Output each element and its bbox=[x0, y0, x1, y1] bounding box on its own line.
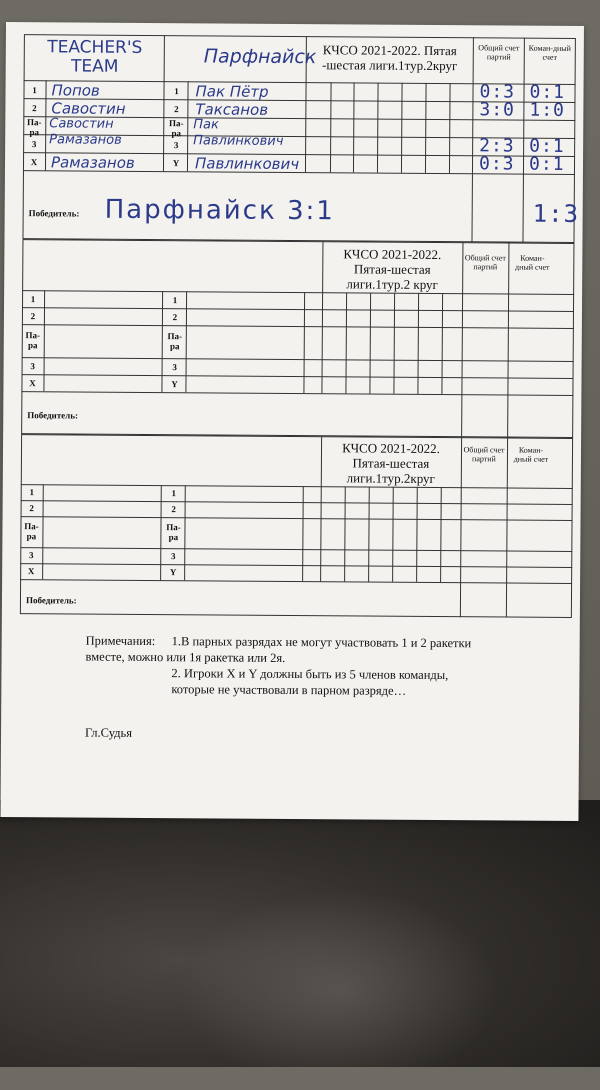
row-label: 1 bbox=[32, 85, 37, 96]
team-score: 0:1 bbox=[529, 135, 565, 157]
row-label: Па-ра bbox=[25, 330, 41, 351]
winner-label-1: Победитель: bbox=[28, 208, 80, 219]
home-player: Савостин bbox=[51, 99, 126, 118]
chief-judge-label: Гл.Судья bbox=[84, 725, 133, 740]
background-fabric bbox=[0, 800, 600, 1067]
row-label: Па-ра bbox=[24, 521, 39, 542]
team-score: 1:0 bbox=[529, 99, 565, 121]
row-label: 3 bbox=[30, 361, 35, 372]
set-score: 0:3 bbox=[479, 81, 516, 103]
row-label-away: 3 bbox=[170, 551, 176, 562]
home-team-name: TEACHER'S TEAM bbox=[47, 37, 143, 77]
row-label: X bbox=[27, 566, 35, 577]
team-score: 0:1 bbox=[529, 81, 566, 103]
team-score: 0:1 bbox=[528, 153, 565, 175]
col-sets-header-3: Общий счет партий bbox=[463, 445, 505, 464]
home-player: Савостин Рамазанов bbox=[49, 116, 122, 148]
row-label-away: 2 bbox=[174, 104, 179, 115]
row-label-away: Y bbox=[172, 158, 180, 169]
row-label-away: 3 bbox=[173, 140, 179, 151]
away-team-name: Парфнайск bbox=[203, 45, 317, 69]
col-sets-header-1: Общий счет партий bbox=[478, 43, 520, 62]
row-label-away: 3 bbox=[172, 362, 177, 373]
set-score: 2:3 bbox=[479, 135, 515, 157]
notes-line-4: которые не участвовали в парном разряде… bbox=[171, 682, 407, 698]
winner-value-1: Парфнайск 3:1 bbox=[104, 194, 335, 227]
score-sheet bbox=[0, 22, 584, 821]
row-label-away: 1 bbox=[171, 488, 176, 499]
league-title-2: КЧСО 2021-2022. Пятая-шестая лиги.1тур.2 круг bbox=[343, 246, 442, 293]
col-team-header-3: Коман-дный счет bbox=[513, 445, 549, 464]
notes-line-1: 1.В парных разрядах не могут участвовать 1 и 2 ракетки bbox=[171, 634, 472, 651]
away-player: Пак Павлинкович bbox=[193, 117, 284, 149]
league-title-3: КЧСО 2021-2022. Пятая-шестая лиги.1тур.2круг bbox=[342, 440, 441, 487]
row-label-away: 2 bbox=[172, 312, 178, 323]
set-score: 0:3 bbox=[478, 153, 515, 175]
row-label-away: Па-ра bbox=[166, 522, 181, 543]
row-label-away: 1 bbox=[174, 86, 179, 97]
row-label: Па-ра bbox=[27, 117, 42, 138]
row-label: 3 bbox=[28, 550, 34, 561]
col-team-header-1: Коман-дный счет bbox=[528, 43, 572, 62]
away-player: Павлинкович bbox=[194, 154, 300, 174]
row-label: 3 bbox=[31, 139, 37, 150]
home-player: Рамазанов bbox=[50, 153, 135, 172]
notes-line-2: вместе, можно или 1я ракетка или 2я. bbox=[85, 649, 286, 665]
row-label-away: Па-ра bbox=[169, 118, 184, 139]
final-score-1: 1:3 bbox=[532, 199, 580, 229]
row-label-away: Y bbox=[171, 379, 178, 390]
winner-label-3: Победитель: bbox=[25, 595, 77, 606]
col-sets-header-2: Общий счет партий bbox=[464, 253, 506, 272]
row-label-away: 1 bbox=[172, 295, 178, 306]
notes-label: Примечания: bbox=[85, 633, 156, 649]
winner-label-2: Победитель: bbox=[27, 410, 79, 421]
row-label-away: Па-ра bbox=[167, 331, 183, 352]
row-label: 1 bbox=[29, 487, 35, 498]
row-label: 2 bbox=[30, 311, 36, 322]
row-label: X bbox=[29, 378, 36, 389]
notes-line-3: 2. Игроки X и Y должны быть из 5 членов команды, bbox=[171, 666, 449, 683]
row-label: 2 bbox=[32, 103, 37, 114]
row-label-away: Y bbox=[169, 567, 177, 578]
row-label: X bbox=[30, 157, 38, 168]
col-team-header-2: Коман-дный счет bbox=[515, 253, 550, 272]
away-player: Пак Пётр bbox=[195, 82, 269, 101]
league-title-1: КЧСО 2021-2022. Пятая -шестая лиги.1тур.2круг bbox=[322, 42, 458, 74]
home-player: Попов bbox=[51, 81, 100, 100]
set-score: 3:0 bbox=[479, 99, 515, 121]
row-label-away: 2 bbox=[171, 504, 176, 515]
away-player: Таксанов bbox=[195, 100, 269, 119]
row-label: 2 bbox=[29, 503, 34, 514]
row-label: 1 bbox=[30, 294, 36, 305]
